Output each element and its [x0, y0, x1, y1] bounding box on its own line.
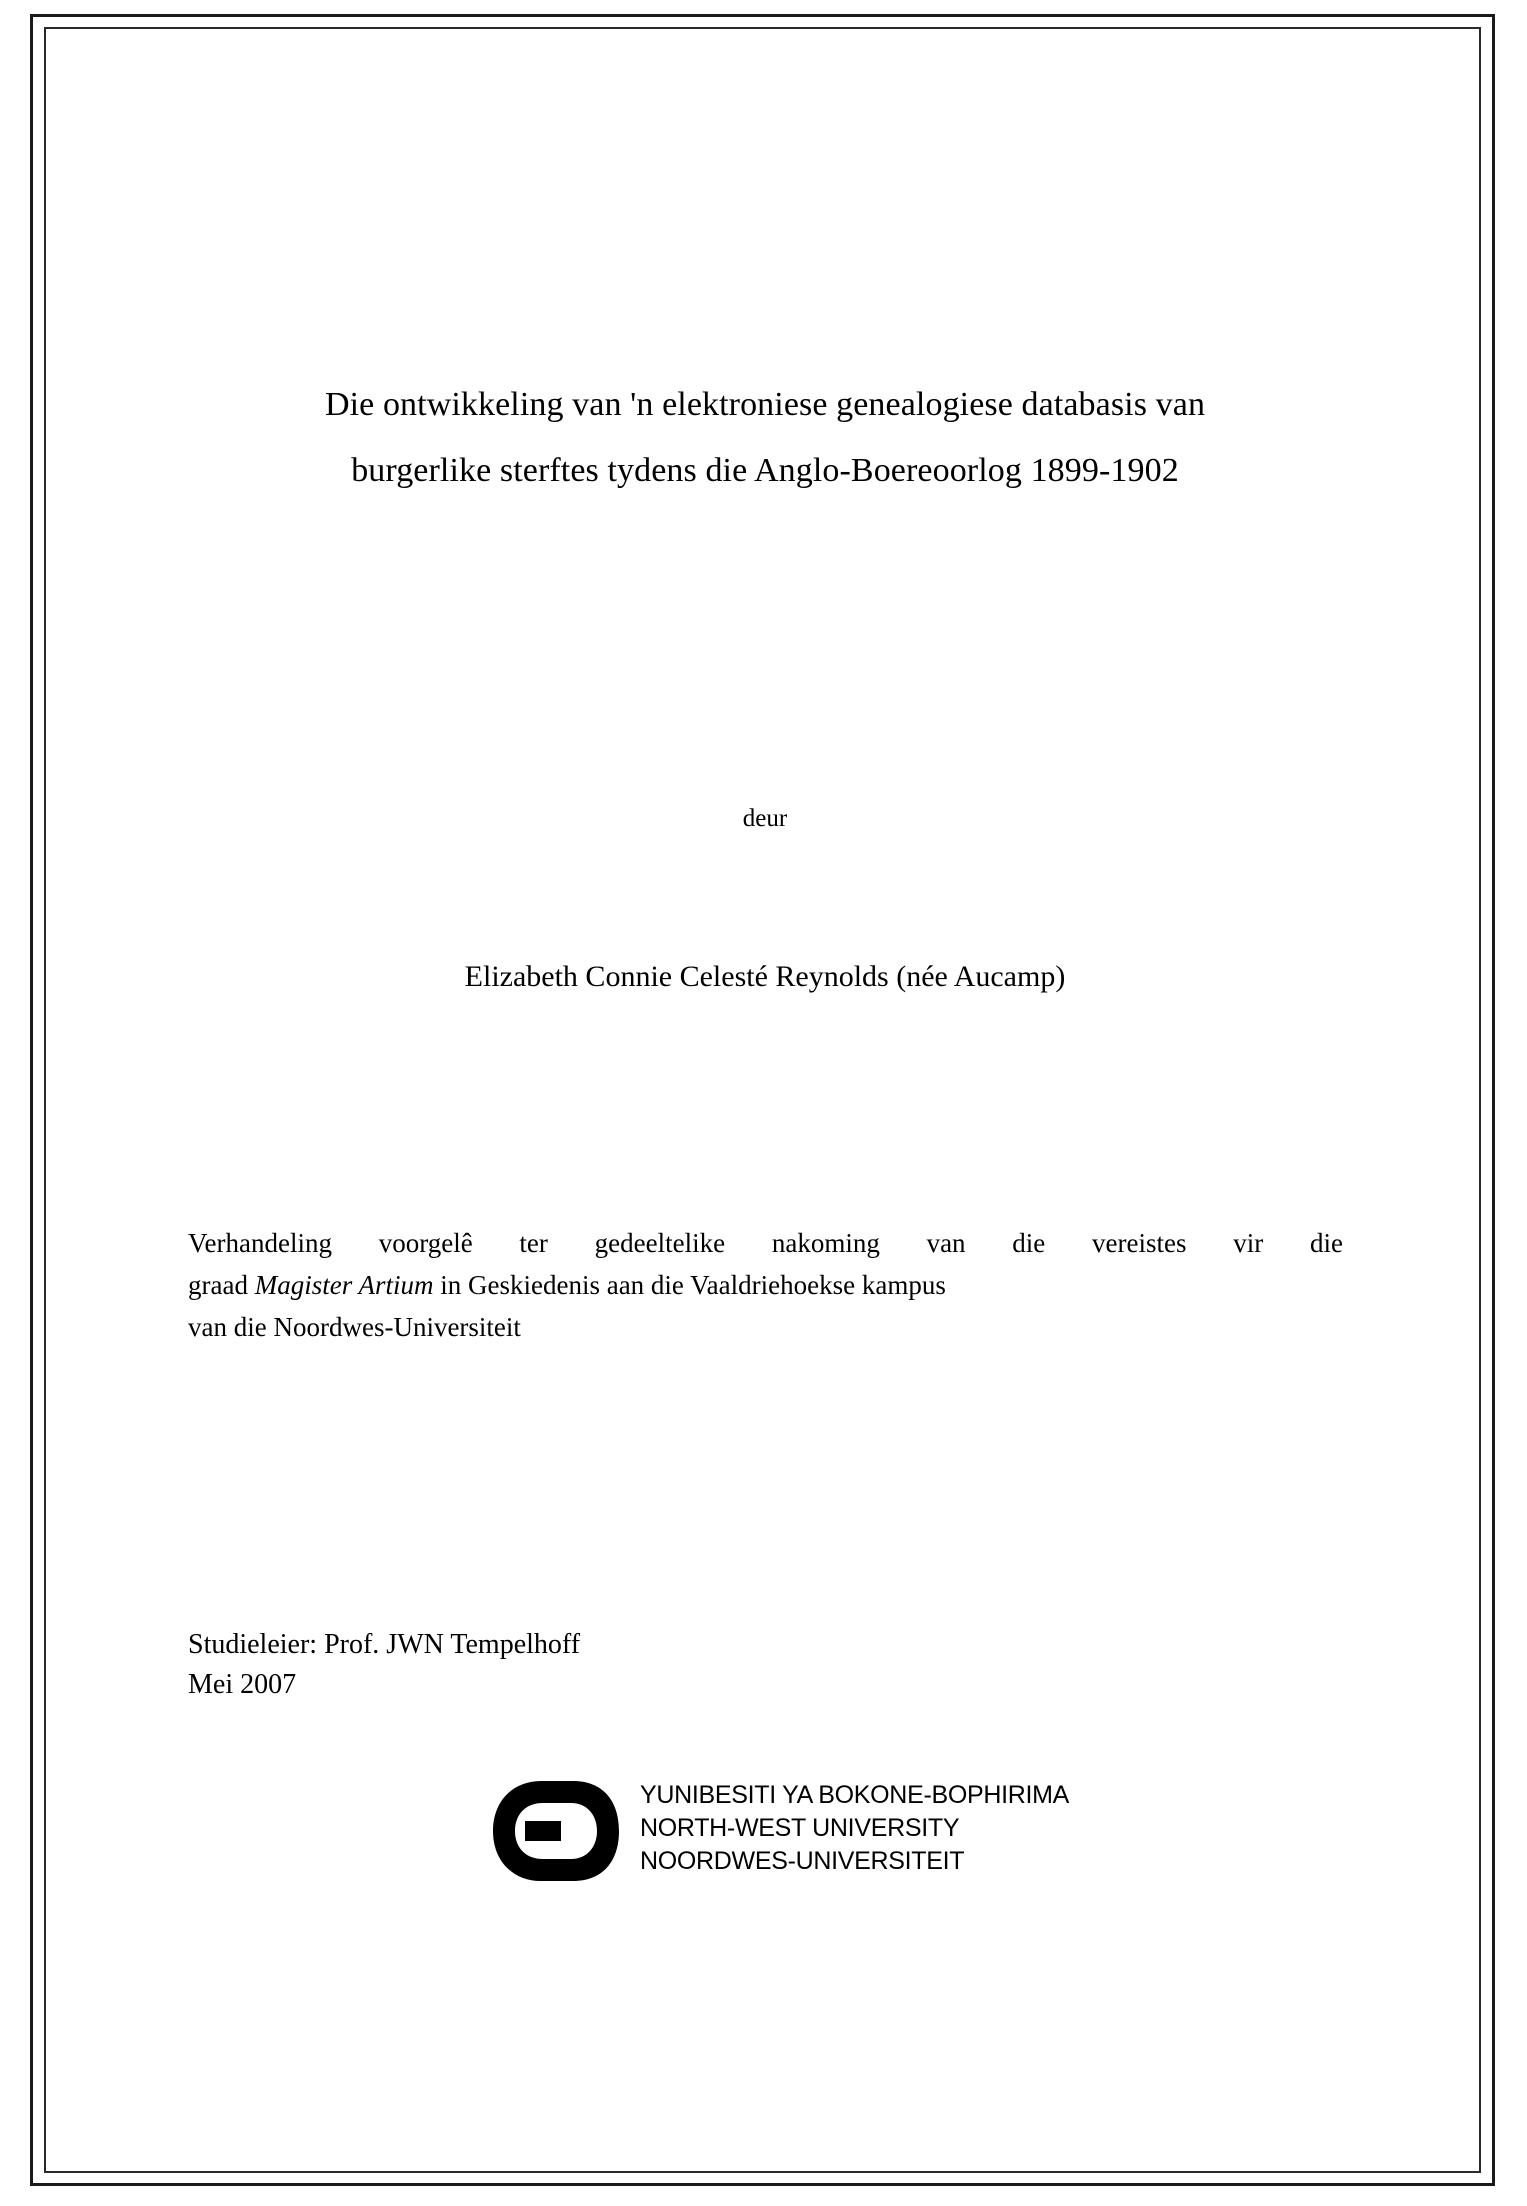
- logo-text-line-2: NORTH-WEST UNIVERSITY: [640, 1814, 960, 1842]
- supervisor-block: [188, 1625, 1188, 1705]
- document-title: [180, 372, 1350, 504]
- by-label: deur: [742, 805, 788, 832]
- statement-line-2: [188, 1264, 1343, 1306]
- supervisor-line: Studieleier: Prof. JWN Tempelhoff: [188, 1629, 581, 1660]
- statement-line-2-post: in Geskiedenis aan die Vaaldriehoekse kampus: [433, 1270, 946, 1300]
- title-line-1: Die ontwikkeling van 'n elektroniese genealogiese databasis van: [324, 386, 1206, 423]
- logo-text-line-1: YUNIBESITI YA BOKONE-BOPHIRIMA: [640, 1781, 1070, 1809]
- statement-line-2-pre: graad: [188, 1270, 255, 1300]
- statement-line-1: Verhandeling voorgelê ter gedeeltelike nakoming van die vereistes vir die: [188, 1228, 1343, 1258]
- logo-text-block: [640, 1779, 1069, 1878]
- degree-name: Magister Artium: [254, 1270, 434, 1300]
- nwu-logo-mark-icon: [485, 1777, 625, 1885]
- degree-statement: [188, 1222, 1343, 1348]
- logo-text-line-3: NOORDWES-UNIVERSITEIT: [640, 1847, 965, 1875]
- statement-line-3: van die Noordwes-Universiteit: [188, 1312, 521, 1342]
- page-content: [180, 0, 1350, 2206]
- date-line: Mei 2007: [188, 1669, 297, 1700]
- university-logo: [485, 1775, 1185, 1890]
- author-name: Elizabeth Connie Celesté Reynolds (née Aucamp): [464, 960, 1066, 993]
- title-line-2: burgerlike sterftes tydens die Anglo-Boereoorlog 1899-1902: [351, 452, 1179, 489]
